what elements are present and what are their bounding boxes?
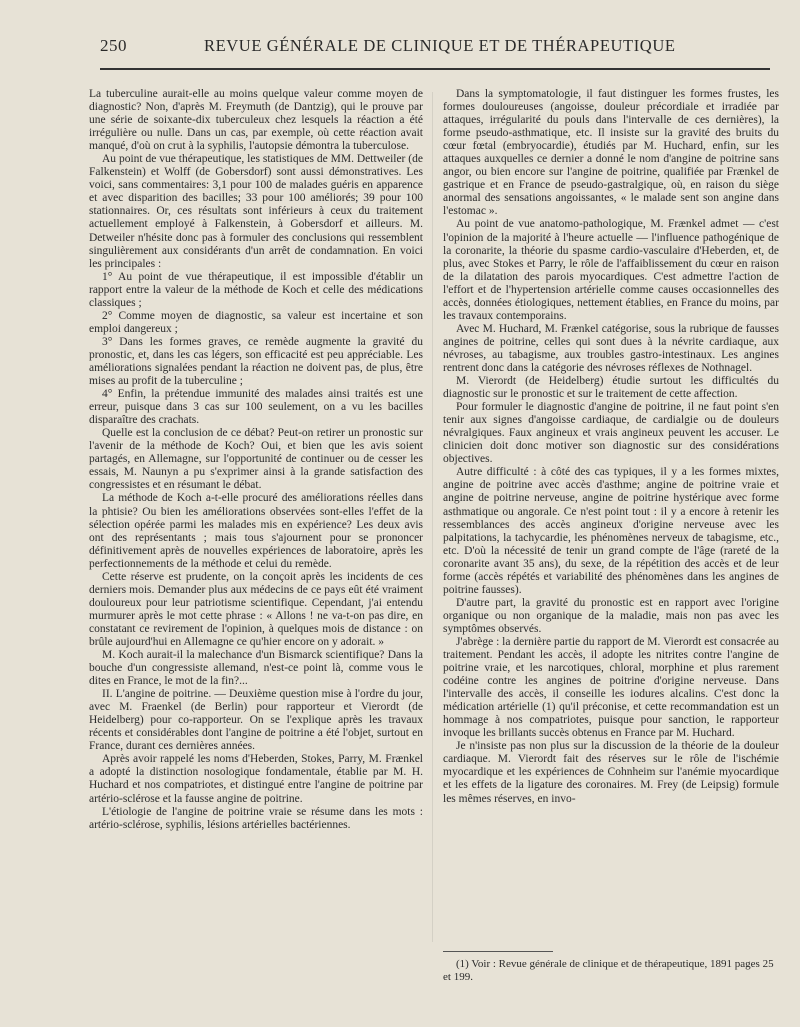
column-separator bbox=[432, 92, 433, 942]
paragraph: La méthode de Koch a-t-elle procuré des améliorations réelles dans la phtisie? Ou bien les améliorations observées sont-elles l'effet de la sélection opérée parmi les malades mis en expérience? Les deux avis ont des représentants ; mais tous s'ajournent pour se prononcer définitivement après de nouvelles expériences de laboratoire, après les perfectionnements de la méthode et celui du remède. bbox=[89, 492, 423, 570]
running-title: REVUE GÉNÉRALE DE CLINIQUE ET DE THÉRAPEUTIQUE bbox=[204, 36, 676, 55]
paragraph: L'étiologie de l'angine de poitrine vraie se résume dans les mots : artério-sclérose, syphilis, lésions artérielles bactériennes. bbox=[89, 805, 423, 831]
paragraph: Quelle est la conclusion de ce débat? Peut-on retirer un pronostic sur l'avenir de la méthode de Koch? Oui, et bien que les avis soient partagés, en Allemagne, sur l'opportunité de continuer ou de cesser les essais, M. Naunyn a pu s'exprimer ainsi à la grande satisfaction des congressistes et en résumant le débat. bbox=[89, 427, 423, 492]
paragraph: Cette réserve est prudente, on la conçoit après les incidents de ces derniers mois. Demander plus aux médecins de ce pays eût été vraiment douloureux pour leur patriotisme scientifique. Cependant, j'ai entendu murmurer après le mot cette phrase : « Allons ! ne va-t-on pas dire, en constatant ce revirement de l'opinion, à quelques mois de distance : on brûle aujourd'hui en Allemagne ce qu'hier encore on y adorait. » bbox=[89, 570, 423, 648]
paragraph: Après avoir rappelé les noms d'Heberden, Stokes, Parry, M. Frænkel a adopté la distinction nosologique fondamentale, établie par M. H. Huchard et nos compatriotes, et distingué entre l'angine de poitrine par artério-sclérose et la fausse angine de poitrine. bbox=[89, 753, 423, 805]
paragraph: M. Vierordt (de Heidelberg) étudie surtout les difficultés du diagnostic sur le pronostic et sur le traitement de cette affection. bbox=[443, 375, 779, 401]
left-column bbox=[89, 88, 423, 832]
page-number: 250 bbox=[100, 36, 127, 55]
paragraph: Au point de vue anatomo-pathologique, M. Frænkel admet — c'est l'opinion de la majorité à l'heure actuelle — l'influence pathogénique de la coronarite, la théorie du spasme cardio-vasculaire d'Heberden, et, de plus, avec Stokes et Parry, le rôle de l'affaiblissement du cœur en raison de la dilatation des parois myocardiques. C'est admettre l'action de l'effort et de l'hypertension artérielle comme causes occasionnelles des accès, données étiologiques, nettement établies, en France du moins, par les travaux contemporains. bbox=[443, 218, 779, 322]
paragraph: La tuberculine aurait-elle au moins quelque valeur comme moyen de diagnostic? Non, d'après M. Freymuth (de Dantzig), qui le prouve par une série de soixante-dix tuberculeux chez lesquels la réaction a été irrégulière ou nulle. Dans un cas, par exemple, où cette réaction avait manqué, d'où on crut à la syphilis, l'autopsie démontra la tuberculose. bbox=[89, 88, 423, 153]
paragraph: M. Koch aurait-il la malechance d'un Bismarck scientifique? Dans la bouche d'un congressiste allemand, n'est-ce point là, comme vous le dites en France, le mot de la fin?... bbox=[89, 649, 423, 688]
paragraph: D'autre part, la gravité du pronostic est en rapport avec l'origine organique ou non organique de la maladie, mais non pas avec les symptômes observés. bbox=[443, 596, 779, 635]
paragraph: Je n'insiste pas non plus sur la discussion de la théorie de la douleur cardiaque. M. Vierordt fait des réserves sur le rôle de l'ischémie myocardique et les expériences de Cohnheim sur l'anémie myocardique et les effets de la ligature des coronaires. M. Frey (de Leipsig) formule les mêmes réserves, en invo- bbox=[443, 740, 779, 805]
header-rule bbox=[100, 68, 770, 70]
paragraph: 3° Dans les formes graves, ce remède augmente la gravité du pronostic, et, dans les cas légers, son efficacité est peu appréciable. Les améliorations signalées pendant la réaction ne doivent pas, de plus, être mises au profit de la tuberculine ; bbox=[89, 335, 423, 388]
paragraph: 1° Au point de vue thérapeutique, il est impossible d'établir un rapport entre la valeur de la méthode de Koch et celle des médications classiques ; bbox=[89, 270, 423, 309]
paragraph: Autre difficulté : à côté des cas typiques, il y a les formes mixtes, angine de poitrine avec accès d'asthme; angine de poitrine vraie et angine de poitrine nerveuse, angine de poitrine hystérique avec forme asthmatique ou angorale. Ce n'est point tout : il y a encore à retenir les ressemblances des accès angineux d'origine nerveuse avec les palpitations, la tachycardie, les phénomènes nerveux de tabagisme, etc., etc. D'où la nécessité de tenir un grand compte de l'âge (rareté de la coronarite avant 35 ans), du sexe, de la répétition des accès et de leur forme (accès répétés et variabilité des phénomènes dans les angines de poitrine fausses). bbox=[443, 466, 779, 596]
paragraph: 4° Enfin, la prétendue immunité des malades ainsi traités est une erreur, puisque dans 3 cas sur 100 seulement, on a vu les bacilles disparaître des crachats. bbox=[89, 388, 423, 427]
paragraph: 2° Comme moyen de diagnostic, sa valeur est incertaine et son emploi dangereux ; bbox=[89, 309, 423, 335]
paragraph: J'abrège : la dernière partie du rapport de M. Vierordt est consacrée au traitement. Pendant les accès, il adopte les nitrites contre l'angine de poitrine vraie, et les narcotiques, chloral, morphine et plus rarement codéine contre les angines de poitrine d'origine nerveuse. Dans l'intervalle des accès, il conseille les iodures alcalins. C'est donc la médication artérielle (1) qu'il préconise, et cette recommandation est un hommage à nos compatriotes, puisque pour sanction, le rapporteur invoque les brillants succès obtenus en France par M. Huchard. bbox=[443, 635, 779, 740]
paragraph: Au point de vue thérapeutique, les statistiques de MM. Dettweiler (de Falkenstein) et Wolff (de Gobersdorf) sont aussi démonstratives. Les voici, sans commentaires: 3,1 pour 100 de malades guéris en apparence et avec disparition des bacilles; 33 pour 100 améliorés; 39 pour 100 stationnaires. Or, ces résultats sont inférieurs à ceux du traitement actuellement employé à Falkenstein, à Gobersdorf et ailleurs. M. Detweiler n'hésite donc pas à formuler des conclusions qui ressemblent singulièrement aux considérants d'un arrêt de condamnation. En voici les principales : bbox=[89, 153, 423, 270]
paragraph: Pour formuler le diagnostic d'angine de poitrine, il ne faut point s'en tenir aux signes d'angoisse cardiaque, de cardialgie ou de douleurs névralgiques. Faux angineux et vrais angineux peuvent les accuser. Le clinicien doit donc motiver son diagnostic sur des considérations objectives. bbox=[443, 401, 779, 466]
footnote-rule bbox=[443, 951, 553, 952]
paragraph: Dans la symptomatologie, il faut distinguer les formes frustes, les formes douloureuses (angoisse, douleur précordiale et irradiée par attaques, irrégularité du pouls dans l'intervalle de ces dernières), la forme pseudo-asthmatique, etc. Il insiste sur la gravité des bruits du cœur fœtal (embryocardie), étudiés par M. Huchard, enfin, sur les attaques auxquelles ce dernier a donné le nom d'angine de poitrine sans angor, ou bien encore sur l'angine de poitrine, qualifiée par Frænkel de gastrique et en France de pseudo-gastralgique, où, en raison du siège anormal des sensations angoissantes, « le malade sent son angine dans l'estomac ». bbox=[443, 88, 779, 218]
right-column bbox=[443, 88, 779, 806]
section-heading-paragraph: II. L'angine de poitrine. — Deuxième question mise à l'ordre du jour, avec M. Fraenkel (de Berlin) pour rapporteur et Vierordt (de Heidelberg) pour co-rapporteur. On se l'explique après les travaux récents et considérables dont l'angine de poitrine a été l'objet, surtout en France, durant ces dernières années. bbox=[89, 688, 423, 753]
paragraph: Avec M. Huchard, M. Frænkel catégorise, sous la rubrique de fausses angines de poitrine, celles qui sont dues à la névrite cardiaque, aux névroses, au tabagisme, aux troubles gastro-intestinaux. Les angines rentrent donc dans la catégorie des névroses réflexes de Nothnagel. bbox=[443, 322, 779, 374]
footnote: (1) Voir : Revue générale de clinique et de thérapeutique, 1891 pages 25 et 199. bbox=[443, 958, 774, 983]
page-header bbox=[100, 36, 770, 60]
